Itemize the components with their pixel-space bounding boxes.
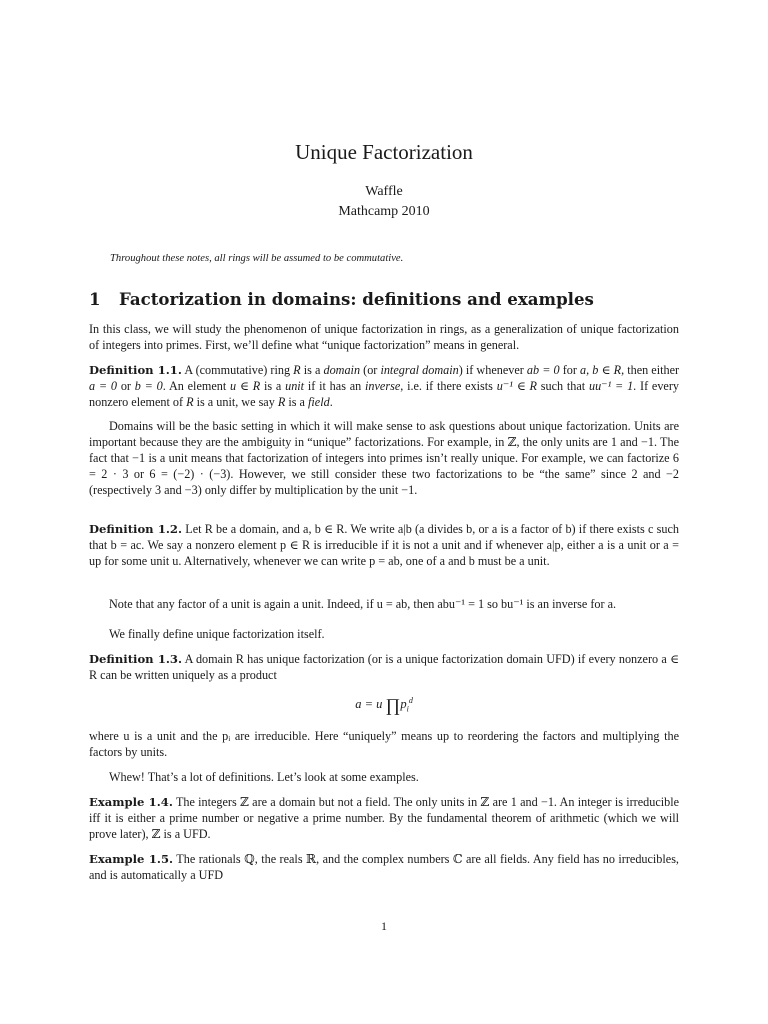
example-label: Example 1.5. bbox=[89, 852, 174, 866]
equation-subscript: i bbox=[406, 704, 409, 714]
paper-title: Unique Factorization bbox=[295, 140, 473, 164]
definition-label: Definition 1.3. bbox=[89, 652, 183, 666]
equation-superscript: d bbox=[408, 696, 413, 705]
example-1-5 bbox=[89, 851, 679, 883]
example-text: The rationals ℚ, the reals ℝ, and the complex numbers ℂ are all fields. Any field has no irreducibles, and is automatically a UFD bbox=[89, 852, 679, 882]
equation-base: p bbox=[400, 697, 407, 712]
section-title: Factorization in domains: definitions and examples bbox=[119, 289, 594, 309]
intro-paragraph: In this class, we will study the phenomenon of unique factorization in rings, as a generalization of unique factorization of integers into primes. First, we’ll define what “unique factorization” means in general. bbox=[89, 322, 679, 352]
paragraph-define-ufd: We finally define unique factorization itself. bbox=[109, 627, 325, 641]
paragraph-uniquely: where u is a unit and the pᵢ are irreducible. Here “uniquely” means up to reordering the factors and multiplying the factors by units. bbox=[89, 729, 679, 759]
definition-text: Let R be a domain, and a, b ∈ R. We write a|b (a divides b, or a is a factor of b) if there exists c such that b = ac. We say a nonzero element p ∈ R is irreducible if it is not a unit and if whenever a|p, either a is a unit or a = up for some unit u. Alternatively, whenever we can write p = ab, one of a and b must be a unit. bbox=[89, 522, 679, 568]
paragraph-units: Domains will be the basic setting in which it will make sense to ask questions about unique factorization. Units are important because they are the ambiguity in “unique” factorizations. For example, in ℤ, the only units are 1 and −1. The fact that −1 is a unit means that factorization of integers into primes isn’t really unique. For example, we can factorize 6 = 2 · 3 or 6 = (−2) · (−3). However, we still consider these two factorizations to be “the same” since 2 and −2 (respectively 3 and −3) only differ by multiplication by the unit −1. bbox=[89, 419, 679, 497]
venue: Mathcamp 2010 bbox=[338, 204, 430, 219]
abstract-note: Throughout these notes, all rings will be assumed to be commutative. bbox=[110, 253, 404, 264]
product-symbol: ∏ bbox=[385, 695, 401, 716]
definition-label: Definition 1.2. bbox=[89, 522, 183, 536]
paragraph-whew: Whew! That’s a lot of definitions. Let’s look at some examples. bbox=[109, 770, 419, 784]
page-number: 1 bbox=[381, 919, 387, 933]
example-1-4 bbox=[89, 794, 679, 842]
paragraph-unit-factor: Note that any factor of a unit is again a unit. Indeed, if u = ab, then abu⁻¹ = 1 so bu⁻¹ is an inverse for a. bbox=[109, 597, 617, 611]
definition-1-3 bbox=[89, 651, 679, 683]
section-heading bbox=[89, 288, 594, 310]
definition-1-1: Definition 1.1. A (commutative) ring R is a domain (or integral domain) if whenever ab = 0 for a, b ∈ R, then either a = 0 or b = 0. An element u ∈ R is a unit if it has an inverse, i.e. if there exists u⁻¹ ∈ R such that uu⁻¹ = 1. If every nonzero element of R is a unit, we say R is a field. bbox=[89, 363, 680, 409]
equation-lhs: a = u bbox=[355, 697, 383, 712]
definition-text: A domain R has unique factorization (or is a unique factorization domain UFD) if every nonzero a ∈ R can be written uniquely as a product bbox=[89, 652, 680, 682]
definition-1-2 bbox=[89, 521, 679, 569]
author-name: Waffle bbox=[365, 184, 403, 199]
example-text: The integers ℤ are a domain but not a field. The only units in ℤ are 1 and −1. An integer is irreducible iff it is either a prime number or negative a prime number. By the fundamental theorem of arithmetic (which we will prove later), ℤ is a UFD. bbox=[89, 795, 679, 841]
display-equation bbox=[89, 693, 679, 718]
example-label: Example 1.4. bbox=[89, 795, 173, 809]
definition-label: Definition 1.1. bbox=[89, 363, 182, 377]
section-number: 1 bbox=[89, 289, 101, 309]
